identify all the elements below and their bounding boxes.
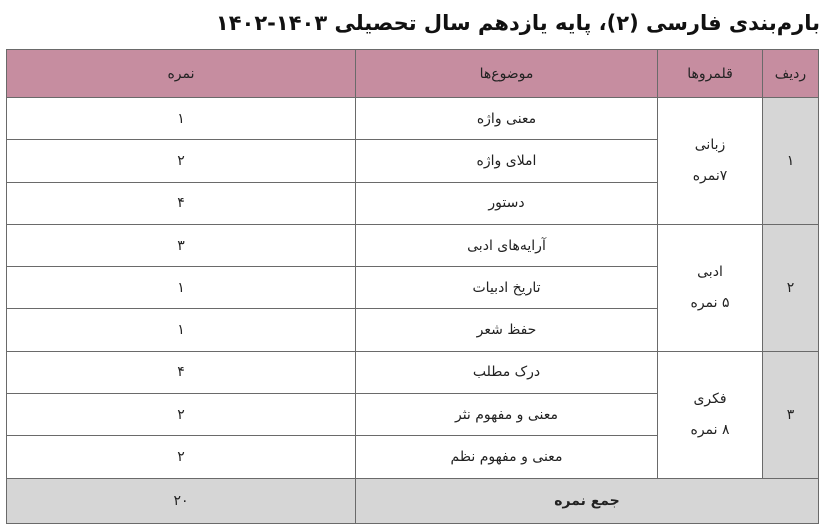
score-distribution-table [6,49,819,524]
domain-score: ۸ نمره [690,421,730,438]
table-header-row [7,50,819,98]
topic-cell: تاریخ ادبیات [356,267,658,309]
page-title: بارم‌بندی فارسی (۲)، پایه یازدهم سال تحصیلی ۱۴۰۳-۱۴۰۲ [215,11,820,35]
row-number: ۳ [763,351,819,478]
domain-score: ۷نمره [692,167,728,184]
header-row-no: ردیف [763,50,819,98]
domain-cell [658,98,763,225]
score-cell: ۱ [7,98,356,140]
topic-cell: معنی و مفهوم نثر [356,394,658,436]
row-number: ۲ [763,224,819,351]
score-cell: ۴ [7,351,356,393]
domain-name: ادبی [697,263,723,280]
score-cell: ۲ [7,394,356,436]
topic-cell: درک مطلب [356,351,658,393]
topic-cell: املای واژه [356,140,658,182]
total-label: جمع نمره [356,478,819,523]
score-cell: ۳ [7,224,356,266]
domain-cell [658,224,763,351]
score-cell: ۱ [7,309,356,351]
table-row [7,98,819,140]
table-row [7,351,819,393]
topic-cell: معنی و مفهوم نظم [356,436,658,478]
topic-cell: دستور [356,182,658,224]
domain-score: ۵ نمره [690,294,730,311]
score-cell: ۴ [7,182,356,224]
domain-name: زبانی [694,136,726,153]
header-domains: قلمروها [658,50,763,98]
topic-cell: آرایه‌های ادبی [356,224,658,266]
total-value: ۲۰ [7,478,356,523]
score-cell: ۲ [7,436,356,478]
domain-cell [658,351,763,478]
topic-cell: معنی واژه [356,98,658,140]
topic-cell: حفظ شعر [356,309,658,351]
score-cell: ۲ [7,140,356,182]
score-cell: ۱ [7,267,356,309]
domain-name: فکری [693,390,727,407]
total-row [7,478,819,523]
row-number: ۱ [763,98,819,225]
table-row [7,224,819,266]
header-topics: موضوع‌ها [356,50,658,98]
header-score: نمره [7,50,356,98]
